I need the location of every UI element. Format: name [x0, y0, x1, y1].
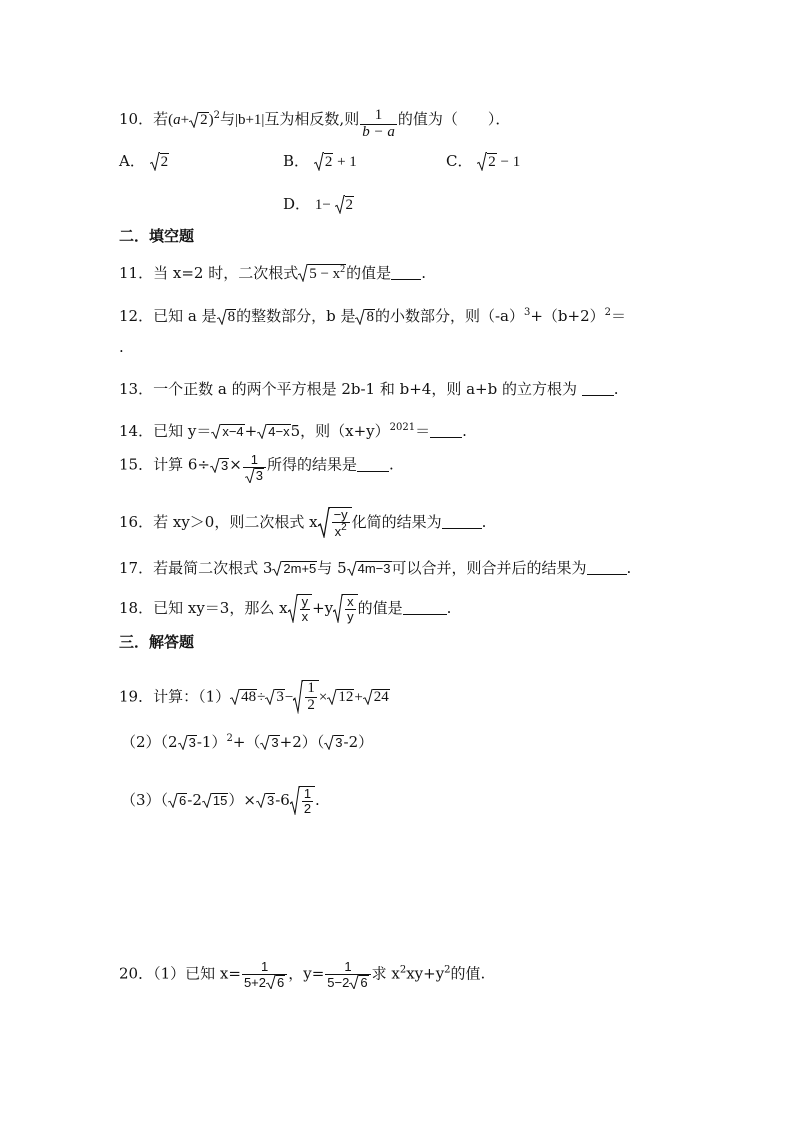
choice-c: C． 2 − 1	[446, 152, 521, 170]
question-14: 14．已知 y＝ x−4+ 4−x5，则$(x+y)^{2021}=$ .	[119, 422, 467, 440]
section-solve-heading: 三．解答题	[119, 633, 195, 651]
question-18: 18．已知 xy＝3，那么 x $\frac{y}{x}$ +y $\frac{x}{y}$ 的值是 .	[119, 594, 452, 624]
answer-blank[interactable]	[442, 516, 482, 529]
answer-blank[interactable]	[587, 562, 627, 575]
choice-b: B． 2 + 1	[283, 152, 357, 170]
question-12-continuation: .	[119, 338, 124, 356]
sqrt-2: 2	[189, 112, 209, 128]
answer-blank[interactable]	[403, 602, 447, 615]
question-13: 13．一个正数 a 的两个平方根是 2b-1 和 b+4，则 a+b 的立方根为 .	[119, 380, 619, 398]
choice-a: A． 2	[119, 152, 169, 170]
question-11: 11．当 x=2 时，二次根式 $5 - x^2$的值是 .	[119, 264, 426, 282]
question-19-part-2: （2）（2 3-1）$^2$+（ 3+2）（ 3-2）	[121, 733, 374, 751]
question-15: 15．计算 6÷ 3× $\frac{1}{3}$ 所得的结果是 .	[119, 452, 394, 483]
answer-blank[interactable]	[357, 459, 389, 472]
question-19-part-1: 19．计算：（1） 48÷ 3− $\frac{1}{2}$ × 12+ 24	[119, 680, 389, 713]
answer-blank[interactable]	[582, 383, 614, 396]
answer-blank[interactable]	[430, 425, 462, 438]
fraction-1-over-b-minus-a: $\frac{1}{b - a}$	[362, 107, 395, 140]
section-fill-in-heading: 二．填空题	[119, 227, 195, 245]
question-20: 20．（1）已知 x= 1 5+2 6 ，y= 1 5−2 6 求 $x^2xy+y^2$的值.	[119, 959, 486, 990]
question-19-part-3: （3）（ 6-2 15）× 3-6 $\frac{1}{2}$ .	[121, 786, 320, 816]
question-10: 10．若(a+ 2)$^2$与|b+1|互为相反数,则 $\frac{1}{b - a}$ 的值为（ ）．	[119, 107, 511, 140]
question-12: 12．已知 a 是 8的整数部分，b 是 8的小数部分，则$(-a)^3+(b+2)^2=$	[119, 307, 627, 325]
answer-blank[interactable]	[391, 267, 421, 280]
choice-d: D． 1− 2	[283, 195, 354, 213]
question-17: 17．若最简二次根式 3 2m+5与 5 4m−3可以合并，则合并后的结果为 .	[119, 559, 632, 577]
q10-number: 10．若	[119, 109, 169, 128]
question-16: 16．若 xy＞0，则二次根式 x $\frac{-y}{x^2}$ 化简的结果为 .	[119, 507, 487, 539]
